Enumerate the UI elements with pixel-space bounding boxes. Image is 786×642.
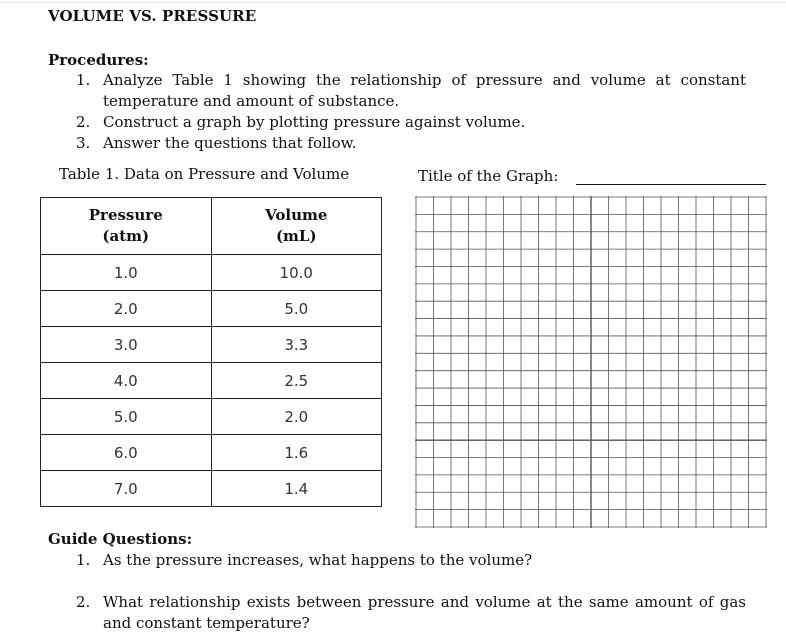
- procedure-text: Answer the questions that follow.: [103, 134, 357, 152]
- pressure-cell: 6.0: [41, 435, 212, 471]
- volume-cell: 10.0: [211, 255, 381, 291]
- volume-cell: 2.0: [211, 399, 381, 435]
- volume-cell: 2.5: [211, 363, 381, 399]
- graph-title-blank-line[interactable]: [576, 184, 766, 185]
- volume-cell: 5.0: [211, 291, 381, 327]
- table-row: [41, 327, 382, 363]
- page-title: VOLUME VS. PRESSURE: [48, 7, 257, 25]
- pressure-cell: 3.0: [41, 327, 212, 363]
- volume-cell: 1.6: [211, 435, 381, 471]
- pressure-column-header: Pressure (atm): [41, 198, 212, 255]
- guide-question-item: 1. As the pressure increases, what happens to the volume?: [76, 550, 746, 571]
- guide-questions-list-2: [76, 592, 746, 634]
- pressure-cell: 4.0: [41, 363, 212, 399]
- guide-question-item: 2. What relationship exists between pressure and volume at the same amount of gas and constant temperature?: [76, 593, 746, 632]
- volume-column-header: Volume (mL): [211, 198, 381, 255]
- grid-lines: [415, 196, 767, 528]
- guide-questions-heading: Guide Questions:: [48, 530, 193, 548]
- volume-cell: 3.3: [211, 327, 381, 363]
- pressure-cell: 1.0: [41, 255, 212, 291]
- graph-title-label: Title of the Graph:: [418, 167, 559, 185]
- table-row: [41, 255, 382, 291]
- procedure-item: 2. Construct a graph by plotting pressure against volume.: [76, 112, 746, 133]
- table-row: [41, 435, 382, 471]
- procedure-item: 1. Analyze Table 1 showing the relationship of pressure and volume at constant temperature and amount of substance.: [76, 71, 746, 110]
- blank-graph-grid[interactable]: [415, 196, 767, 528]
- pressure-cell: 7.0: [41, 471, 212, 507]
- table-row: [41, 471, 382, 507]
- pressure-cell: 2.0: [41, 291, 212, 327]
- table-row: [41, 399, 382, 435]
- guide-questions-list: [76, 550, 746, 571]
- guide-question-text: What relationship exists between pressure and volume at the same amount of gas and constant temperature?: [103, 593, 746, 632]
- procedures-heading: Procedures:: [48, 51, 149, 69]
- table-caption: Table 1. Data on Pressure and Volume: [59, 165, 350, 183]
- procedure-item: 3. Answer the questions that follow.: [76, 133, 746, 154]
- procedure-text: Construct a graph by plotting pressure against volume.: [103, 113, 526, 131]
- top-divider: [0, 2, 786, 3]
- guide-question-text: As the pressure increases, what happens to the volume?: [103, 551, 533, 569]
- procedure-text: Analyze Table 1 showing the relationship of pressure and volume at constant temperature and amount of substance.: [103, 71, 746, 110]
- pressure-cell: 5.0: [41, 399, 212, 435]
- volume-cell: 1.4: [211, 471, 381, 507]
- table-row: [41, 363, 382, 399]
- pressure-volume-table: [40, 197, 382, 507]
- table-header-row: [41, 198, 382, 255]
- table-row: [41, 291, 382, 327]
- procedures-list: [76, 70, 746, 154]
